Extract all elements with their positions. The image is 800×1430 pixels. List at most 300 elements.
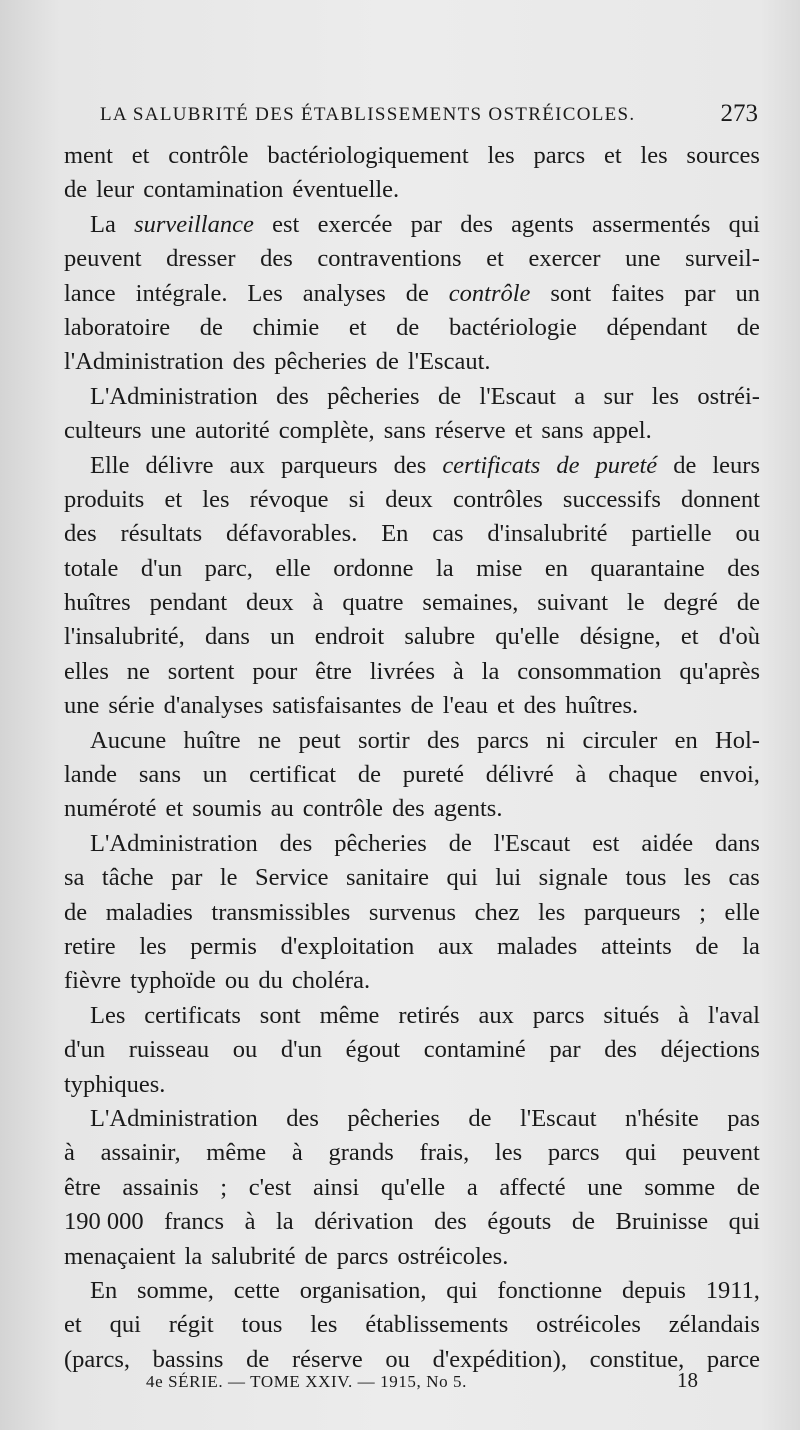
word: parqueurs (280, 451, 378, 479)
word: ; (220, 1173, 228, 1201)
word: des (460, 210, 493, 238)
text-line (64, 930, 760, 964)
word: ostréicoles. (397, 1242, 509, 1270)
word: produits (64, 485, 145, 513)
word: établissements (365, 1311, 509, 1339)
word: est (272, 210, 300, 238)
word: L'Administration (90, 382, 258, 410)
word: ment (64, 142, 113, 169)
word: pêcheries (334, 829, 427, 857)
journal-series-line: 4e SÉRIE. — TOME XXIV. — 1915, No 5. (146, 1372, 467, 1391)
word: ou (735, 520, 760, 548)
word: L'Administration (90, 829, 258, 857)
word: aux (437, 932, 474, 960)
word: résultats (120, 520, 203, 548)
word: de (304, 1242, 328, 1270)
word: surveil- (685, 245, 760, 273)
word: ni (546, 726, 566, 754)
page-number: 273 (720, 100, 758, 127)
word: de (556, 451, 580, 479)
word: éventuelle. (292, 176, 400, 204)
word: qui (625, 1139, 657, 1167)
word: sources (686, 142, 760, 169)
word: L'Administration (90, 1104, 258, 1132)
word: même (206, 1139, 267, 1167)
word: lui (495, 864, 522, 892)
word: depuis (621, 1276, 686, 1304)
word: les (640, 142, 668, 169)
word: qui (446, 1276, 478, 1304)
word: dans (715, 829, 760, 857)
word: cas (432, 520, 464, 548)
word: d'exploitation (280, 932, 415, 960)
text-line (64, 311, 760, 345)
text-line (64, 620, 760, 654)
word: tous (241, 1311, 283, 1339)
word: être (64, 1173, 101, 1201)
word: parqueurs (583, 898, 681, 926)
text-line (64, 414, 760, 448)
word: parcs (547, 1139, 600, 1167)
word: de (199, 313, 223, 341)
word: culteurs (64, 417, 142, 445)
word: de (405, 279, 429, 307)
word: bactériologie (448, 313, 577, 341)
word: Hol- (715, 726, 760, 754)
word: assermentés (592, 210, 711, 238)
word: et (514, 417, 533, 445)
word: peuvent (64, 245, 142, 273)
word: une (64, 692, 100, 720)
word: En (381, 520, 409, 548)
text-line (64, 242, 760, 276)
word: retirés (398, 1001, 460, 1029)
word: des (392, 795, 425, 823)
word: de (571, 1208, 595, 1236)
word: qu'elle (380, 1173, 446, 1201)
word: d'insalubrité (487, 520, 608, 548)
word: n'hésite (624, 1104, 699, 1132)
word: cas (728, 864, 760, 892)
word: exercée (317, 210, 393, 238)
word: aidée (641, 829, 694, 857)
word: huîtres (64, 589, 131, 617)
word: soumis (192, 795, 262, 823)
word: peuvent (682, 1139, 760, 1167)
word: l'Escaut (479, 382, 556, 410)
word: cette (233, 1276, 280, 1304)
word: surveillance (134, 210, 254, 238)
page-header (100, 98, 758, 134)
word: Bruinisse (615, 1208, 709, 1236)
word: menaçaient (64, 1242, 176, 1270)
word: de (448, 829, 472, 857)
word: de (673, 451, 697, 479)
word: zélandais (668, 1311, 760, 1339)
word: les (202, 485, 230, 513)
word: les (310, 1311, 338, 1339)
word: 190 000 (64, 1208, 144, 1236)
word: la (481, 657, 500, 685)
word: a (574, 382, 586, 410)
text-line (64, 896, 760, 930)
word: chez (474, 898, 520, 926)
word: et (486, 245, 504, 273)
text-line (64, 1240, 760, 1274)
word: la (184, 1242, 203, 1270)
word: une (587, 1173, 623, 1201)
word: consommation (517, 657, 662, 685)
word: permis (190, 932, 257, 960)
word: de (375, 348, 399, 376)
word: l'Escaut (493, 829, 571, 857)
word: en (544, 554, 569, 582)
word: choléra. (291, 967, 371, 995)
word: sont (259, 1001, 301, 1029)
word: de (357, 761, 381, 789)
word: un (270, 623, 295, 651)
word: des (286, 1104, 319, 1132)
word: un (202, 761, 228, 789)
word: certificats (144, 1001, 241, 1029)
word: parce (706, 1345, 760, 1373)
word: ou (224, 967, 250, 995)
word: tâche (101, 864, 154, 892)
word: chaque (608, 761, 678, 789)
word: réserve (291, 1345, 363, 1373)
word: des (427, 726, 460, 754)
word: pureté (402, 761, 464, 789)
word: sans (138, 761, 182, 789)
word: circuler (582, 726, 658, 754)
word: affecté (499, 1173, 566, 1201)
word: d'analyses (163, 692, 264, 720)
word: degré (663, 589, 718, 617)
word: mise (476, 554, 523, 582)
word: retire (64, 932, 116, 960)
word: à (244, 1208, 256, 1236)
text-line (64, 827, 760, 861)
word: l'Administration (64, 348, 224, 376)
word: parc, (204, 554, 253, 582)
word: suivant (537, 589, 609, 617)
word: 1911, (705, 1276, 760, 1304)
word: satisfaisantes (272, 692, 402, 720)
word: être (315, 657, 352, 685)
word: les (487, 142, 515, 169)
word: huîtres. (565, 692, 639, 720)
word: des (434, 1208, 467, 1236)
word: deux (385, 485, 433, 513)
word: dans (204, 623, 250, 651)
word: certificat (249, 761, 337, 789)
word: par (171, 864, 203, 892)
text-line (64, 1068, 760, 1102)
word: salubre (404, 623, 476, 651)
word: sortir (357, 726, 410, 754)
word: Elle (90, 451, 130, 479)
running-title: LA SALUBRITÉ DES ÉTABLISSEMENTS OSTRÉICOLES. (100, 104, 636, 125)
word: la (435, 554, 454, 582)
word: sans (383, 417, 426, 445)
text-line (64, 449, 760, 483)
word: l'Escaut (519, 1104, 597, 1132)
word: frais, (419, 1139, 470, 1167)
word: qui (728, 210, 760, 238)
word: pêcheries (327, 382, 420, 410)
word: à (312, 589, 324, 617)
word: dresser (166, 245, 236, 273)
word: l'eau (442, 692, 488, 720)
word: sont (550, 279, 592, 307)
word: Aucune (90, 726, 167, 754)
word: une (625, 245, 661, 273)
word: ostréicoles (536, 1311, 641, 1339)
word: à (452, 657, 464, 685)
word: et (603, 142, 622, 169)
word: de (695, 932, 719, 960)
word: réserve (434, 417, 506, 445)
word: d'un (140, 554, 183, 582)
word: appel. (592, 417, 652, 445)
word: fièvre (64, 967, 122, 995)
text-line (64, 724, 760, 758)
word: deux (246, 589, 294, 617)
word: l'Escaut. (407, 348, 491, 376)
word: d'où (718, 623, 760, 651)
word: peut (298, 726, 341, 754)
word: les (139, 932, 167, 960)
word: les (538, 898, 566, 926)
word: elle (724, 898, 760, 926)
word: par (410, 210, 442, 238)
word: de (437, 382, 462, 410)
word: partielle (631, 520, 712, 548)
text-line (64, 1308, 760, 1342)
text-line (64, 792, 760, 826)
word: un (735, 279, 760, 307)
word: de (246, 1345, 270, 1373)
word: donnent (681, 485, 760, 513)
word: certificats (442, 451, 541, 479)
word: pêcheries (347, 1104, 440, 1132)
word: contraventions (317, 245, 462, 273)
word: agents. (433, 795, 503, 823)
word: à (575, 761, 587, 789)
word: agents (511, 210, 574, 238)
word: égout (345, 1036, 401, 1064)
page-footer (146, 1368, 698, 1396)
word: égouts (487, 1208, 552, 1236)
word: ostréi- (697, 382, 760, 410)
text-line (64, 173, 760, 207)
word: et (165, 795, 184, 823)
word: contrôle (168, 142, 249, 169)
word: des (276, 382, 309, 410)
word: quarantaine (590, 554, 705, 582)
word: pour (252, 657, 298, 685)
word: des (523, 692, 557, 720)
word: le (626, 589, 645, 617)
word: numéroté (64, 795, 157, 823)
word: laboratoire (64, 313, 171, 341)
word: de (736, 1173, 760, 1201)
word: de (736, 313, 760, 341)
word: parcs (336, 1242, 389, 1270)
word: ne (126, 657, 150, 685)
word: assainir, (100, 1139, 181, 1167)
word: aux (478, 1001, 514, 1029)
word: des (727, 554, 760, 582)
word: de (64, 176, 88, 204)
word: l'insalubrité, (64, 623, 185, 651)
word: et (164, 485, 183, 513)
word: maladies (105, 898, 193, 926)
word: typhiques. (64, 1070, 166, 1098)
word: révoque (249, 485, 329, 513)
text-line (64, 1171, 760, 1205)
text-line (64, 208, 760, 242)
word: pêcheries (274, 348, 367, 376)
word: parcs (532, 1001, 585, 1029)
text-line (64, 689, 760, 723)
text-line (64, 861, 760, 895)
text-line (64, 1136, 760, 1170)
text-line (64, 1102, 760, 1136)
word: totale (64, 554, 119, 582)
word: si (348, 485, 366, 513)
word: En (90, 1276, 118, 1304)
body-text (64, 139, 760, 1377)
word: défavorables. (226, 520, 358, 548)
word: qui (109, 1311, 141, 1339)
word: dérivation (314, 1208, 414, 1236)
word: de (736, 589, 760, 617)
text-line (64, 1274, 760, 1308)
word: pendant (149, 589, 228, 617)
word: de (468, 1104, 492, 1132)
word: les (683, 864, 712, 892)
word: pureté (595, 451, 658, 479)
word: chimie (252, 313, 320, 341)
word: série (108, 692, 155, 720)
word: salubrité (211, 1242, 296, 1270)
word: sortent (167, 657, 235, 685)
word: en (674, 726, 698, 754)
word: sanitaire (345, 864, 429, 892)
word: organisation, (299, 1276, 427, 1304)
text-line (64, 655, 760, 689)
word: situés (603, 1001, 660, 1029)
word: délivré (485, 761, 554, 789)
word: et (64, 1311, 82, 1339)
word: des (232, 348, 266, 376)
word: contrôle (448, 279, 531, 307)
word: somme, (137, 1276, 214, 1304)
word: contamination (143, 176, 284, 204)
word: c'est (248, 1173, 292, 1201)
word: à (64, 1139, 75, 1167)
word: d'expédition), (432, 1345, 567, 1373)
signature-mark: 18 (677, 1368, 698, 1392)
word: autorité (194, 417, 270, 445)
word: et (496, 692, 515, 720)
word: des (393, 451, 427, 479)
word: une (150, 417, 186, 445)
word: ne (258, 726, 282, 754)
word: typhoïde (130, 967, 216, 995)
text-line (64, 483, 760, 517)
word: désigne, (579, 623, 661, 651)
word: des (279, 829, 313, 857)
text-line (64, 964, 760, 998)
text-line (64, 277, 760, 311)
word: la (276, 1208, 294, 1236)
word: et (348, 313, 367, 341)
word: régit (168, 1311, 214, 1339)
word: et (680, 623, 699, 651)
word: les (651, 382, 680, 410)
word: Service (255, 864, 329, 892)
word: La (90, 210, 116, 238)
word: du (258, 967, 283, 995)
word: et (131, 142, 150, 169)
word: contrôles (452, 485, 543, 513)
word: qu'elle (495, 623, 560, 651)
word: fonctionne (497, 1276, 603, 1304)
word: transmissibles (211, 898, 351, 926)
word: qui (728, 1208, 760, 1236)
word: par (549, 1036, 581, 1064)
word: a (466, 1173, 478, 1201)
word: exercer (528, 245, 601, 273)
word: tous (625, 864, 667, 892)
text-line (64, 380, 760, 414)
text-line (64, 345, 760, 379)
word: de (410, 692, 434, 720)
text-line (64, 586, 760, 620)
word: survenus (368, 898, 456, 926)
word: parcs (477, 726, 529, 754)
word: des (64, 520, 97, 548)
word: ou (232, 1036, 258, 1064)
word: d'un (280, 1036, 323, 1064)
word: francs (164, 1208, 225, 1236)
word: sa (64, 864, 85, 892)
word: pas (727, 1104, 760, 1132)
word: des (604, 1036, 637, 1064)
word: malades (497, 932, 578, 960)
word: Les (247, 279, 283, 307)
word: ; (699, 898, 706, 926)
word: la (742, 932, 760, 960)
word: l'aval (707, 1001, 760, 1029)
word: leurs (712, 451, 760, 479)
word: ordonne (333, 554, 414, 582)
text-line (64, 999, 760, 1033)
word: assainis (122, 1173, 199, 1201)
word: faites (611, 279, 665, 307)
word: grands (328, 1139, 394, 1167)
word: les (494, 1139, 523, 1167)
word: ou (385, 1345, 410, 1373)
word: livrées (369, 657, 436, 685)
word: qui (446, 864, 478, 892)
word: intégrale. (135, 279, 228, 307)
word: délivre (145, 451, 214, 479)
word: de (396, 313, 420, 341)
word: sur (603, 382, 634, 410)
